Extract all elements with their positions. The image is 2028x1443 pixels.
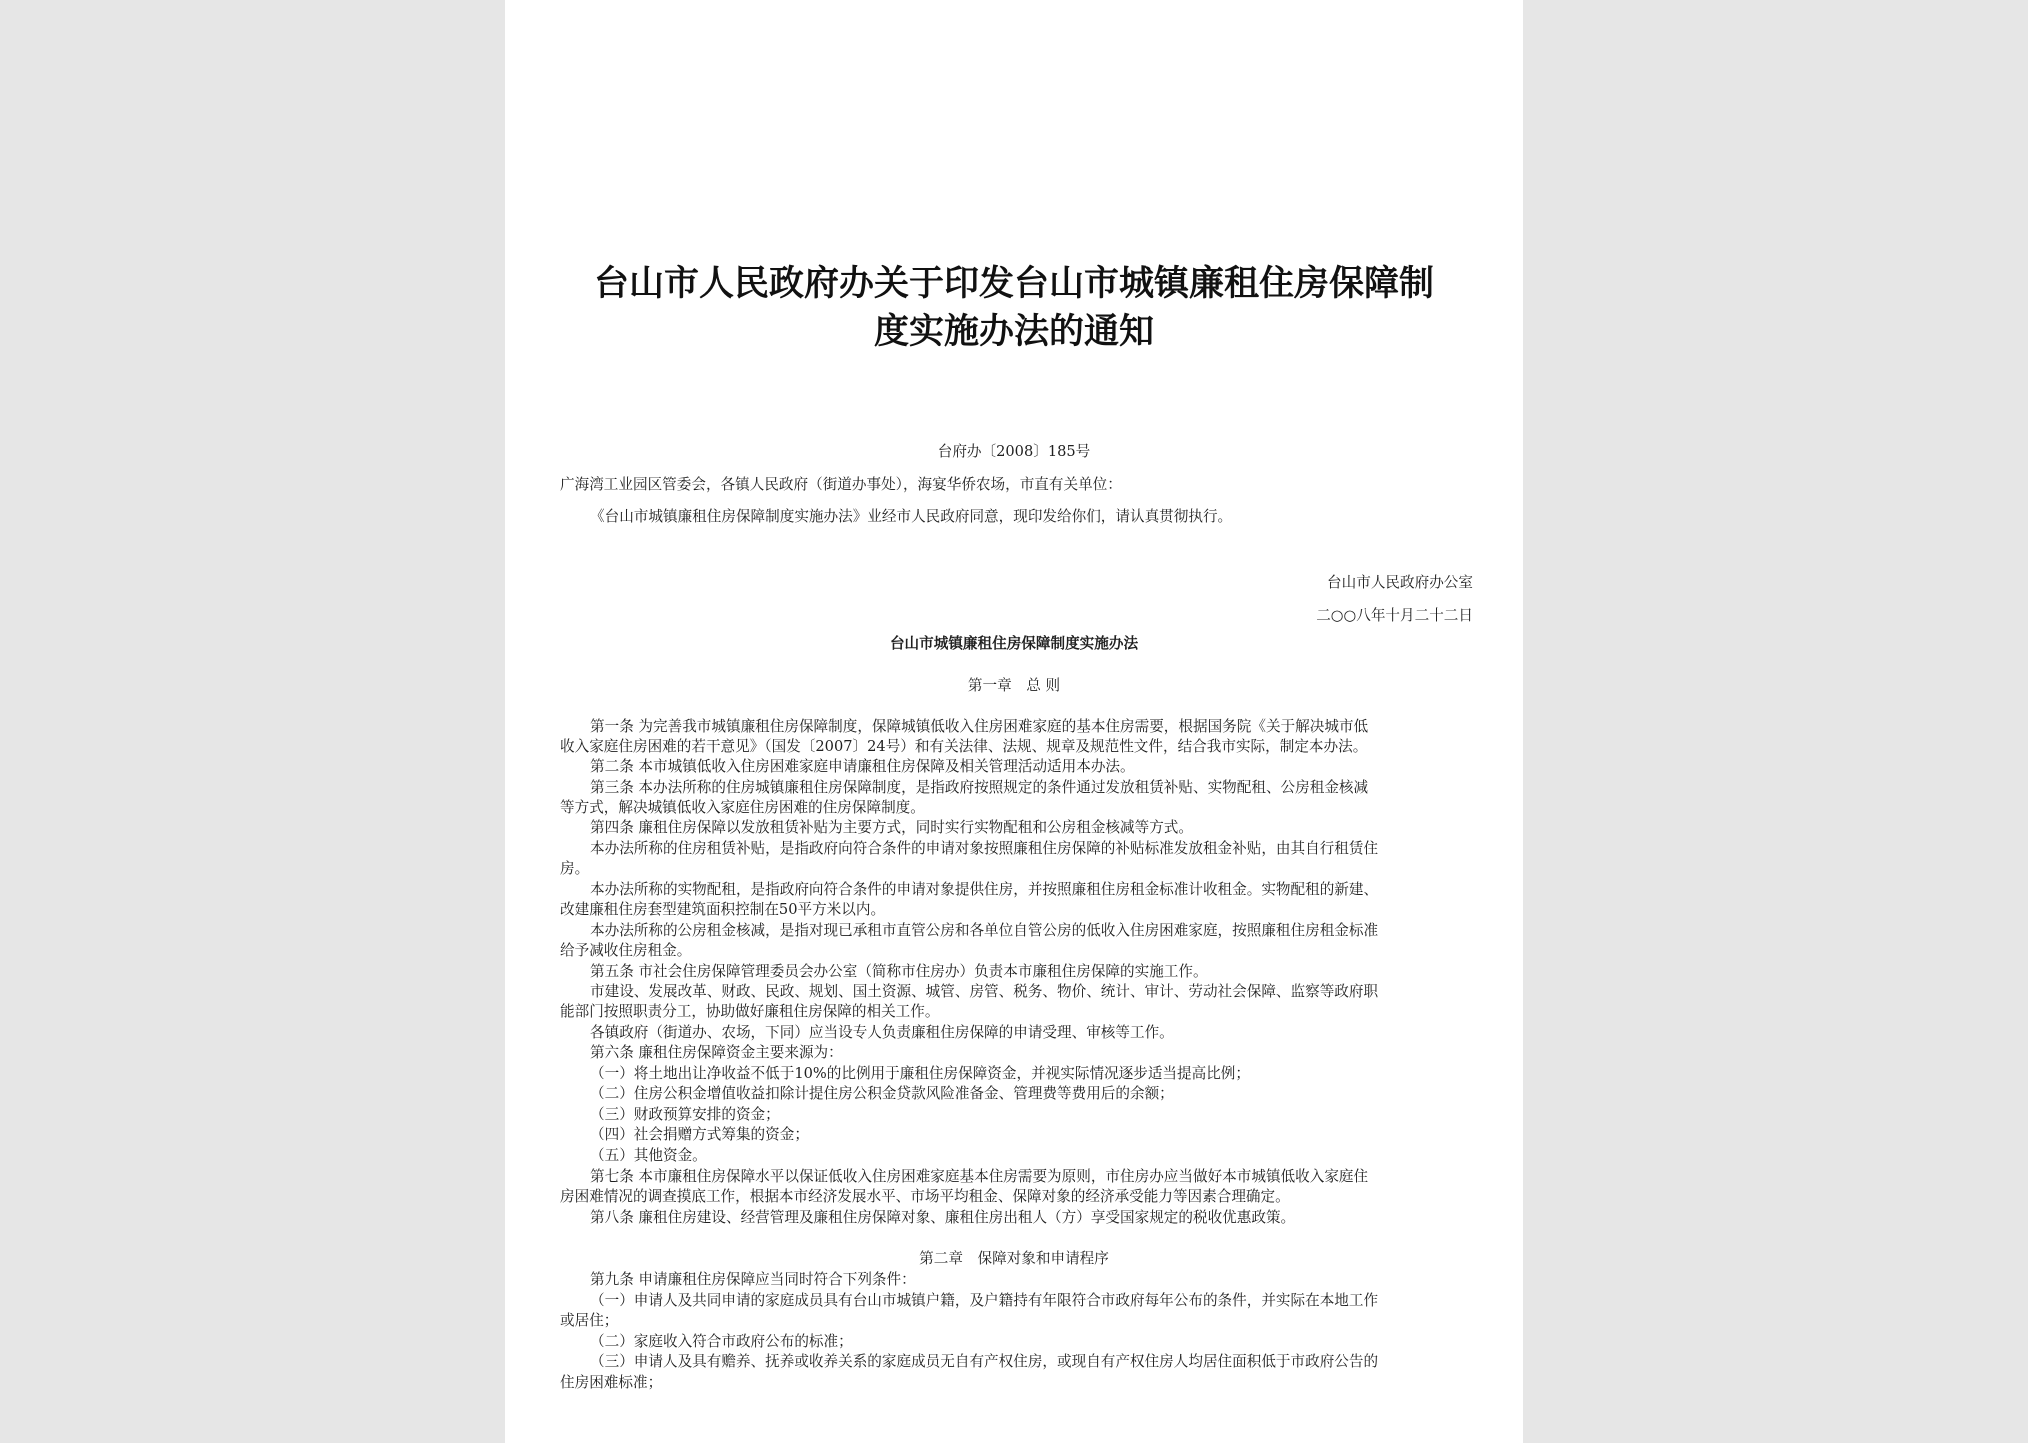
body-line: 收入家庭住房困难的若干意见》（国发〔2007〕24号）和有关法律、法规、规章及规范性文件，结合我市实际，制定本办法。: [560, 738, 1368, 755]
body-line: 第八条 廉租住房建设、经营管理及廉租住房保障对象、廉租住房出租人（方）享受国家规定的税收优惠政策。: [590, 1209, 1296, 1226]
body-line: （二）家庭收入符合市政府公布的标准；: [590, 1333, 853, 1350]
body-line: 第四条 廉租住房保障以发放租赁补贴为主要方式，同时实行实物配租和公房租金核减等方式。: [590, 819, 1193, 836]
body-line: 第三条 本办法所称的住房城镇廉租住房保障制度，是指政府按照规定的条件通过发放租赁补贴、实物配租、公房租金核减: [590, 779, 1369, 796]
body-line: 第七条 本市廉租住房保障水平以保证低收入住房困难家庭基本住房需要为原则，市住房办应当做好本市城镇低收入家庭住: [590, 1168, 1369, 1185]
body-line: 给予减收住房租金。: [560, 942, 692, 959]
body-line: 或居住；: [560, 1312, 619, 1329]
body-line: 第二条 本市城镇低收入住房困难家庭申请廉租住房保障及相关管理活动适用本办法。: [590, 758, 1135, 775]
body-line: （三）财政预算安排的资金；: [590, 1106, 780, 1123]
body-line: 市建设、发展改革、财政、民政、规划、国土资源、城管、房管、税务、物价、统计、审计、劳动社会保障、监察等政府职: [590, 983, 1379, 1000]
body-line: 第六条 廉租住房保障资金主要来源为：: [590, 1044, 843, 1061]
body-line: 第九条 申请廉租住房保障应当同时符合下列条件：: [590, 1271, 916, 1288]
document-title: [545, 260, 1483, 356]
body-line: （一）申请人及共同申请的家庭成员具有台山市城镇户籍，及户籍持有年限符合市政府每年公布的条件，并实际在本地工作: [590, 1292, 1379, 1309]
document-number: 台府办〔2008〕185号: [937, 443, 1091, 460]
body-line: 改建廉租住房套型建筑面积控制在50平方米以内。: [560, 901, 886, 918]
body-line: 能部门按照职责分工，协助做好廉租住房保障的相关工作。: [560, 1003, 940, 1020]
issue-date: 二○○八年十月二十二日: [1316, 607, 1473, 624]
body-line: 本办法所称的公房租金核减，是指对现已承租市直管公房和各单位自管公房的低收入住房困难家庭，按照廉租住房租金标准: [590, 922, 1379, 939]
body-line: （四）社会捐赠方式筹集的资金；: [590, 1126, 809, 1143]
recipients: 广海湾工业园区管委会，各镇人民政府（街道办事处），海宴华侨农场，市直有关单位：: [560, 476, 1122, 493]
body-line: 房困难情况的调查摸底工作，根据本市经济发展水平、市场平均租金、保障对象的经济承受能力等因素合理确定。: [560, 1188, 1290, 1205]
chapter-2-heading: 第二章 保障对象和申请程序: [919, 1250, 1109, 1267]
body-line: 第五条 市社会住房保障管理委员会办公室（简称市住房办）负责本市廉租住房保障的实施工作。: [590, 963, 1208, 980]
chapter-1-heading: 第一章 总 则: [967, 677, 1061, 694]
document-title-line-2: 度实施办法的通知: [873, 312, 1154, 352]
body-line: （五）其他资金。: [590, 1147, 707, 1164]
notice-intro: 《台山市城镇廉租住房保障制度实施办法》业经市人民政府同意，现印发给你们，请认真贯彻执行。: [590, 508, 1233, 525]
body-line: 本办法所称的住房租赁补贴，是指政府向符合条件的申请对象按照廉租住房保障的补贴标准发放租金补贴，由其自行租赁住: [590, 840, 1379, 857]
body-line: 各镇政府（街道办、农场，下同）应当设专人负责廉租住房保障的申请受理、审核等工作。: [590, 1024, 1174, 1041]
body-line: 等方式，解决城镇低收入家庭住房困难的住房保障制度。: [560, 799, 925, 816]
body-line: 本办法所称的实物配租，是指政府向符合条件的申请对象提供住房，并按照廉租住房租金标准计收租金。实物配租的新建、: [590, 881, 1379, 898]
attachment-title: 台山市城镇廉租住房保障制度实施办法: [889, 635, 1139, 652]
body-line: （二）住房公积金增值收益扣除计提住房公积金贷款风险准备金、管理费等费用后的余额；: [590, 1085, 1174, 1102]
document-title-line-1: 台山市人民政府办关于印发台山市城镇廉租住房保障制: [593, 264, 1434, 304]
body-line: 住房困难标准；: [560, 1374, 663, 1391]
body-line: 第一条 为完善我市城镇廉租住房保障制度，保障城镇低收入住房困难家庭的基本住房需要，根据国务院《关于解决城市低: [590, 718, 1369, 735]
body-line: （一）将土地出让净收益不低于10%的比例用于廉租住房保障资金，并视实际情况逐步适当提高比例；: [590, 1065, 1250, 1082]
body-line: （三）申请人及具有赡养、抚养或收养关系的家庭成员无自有产权住房，或现自有产权住房人均居住面积低于市政府公告的: [590, 1353, 1379, 1370]
document-page: [505, 0, 1523, 1443]
body-line: 房。: [560, 860, 590, 877]
issuer: 台山市人民政府办公室: [1327, 574, 1473, 591]
